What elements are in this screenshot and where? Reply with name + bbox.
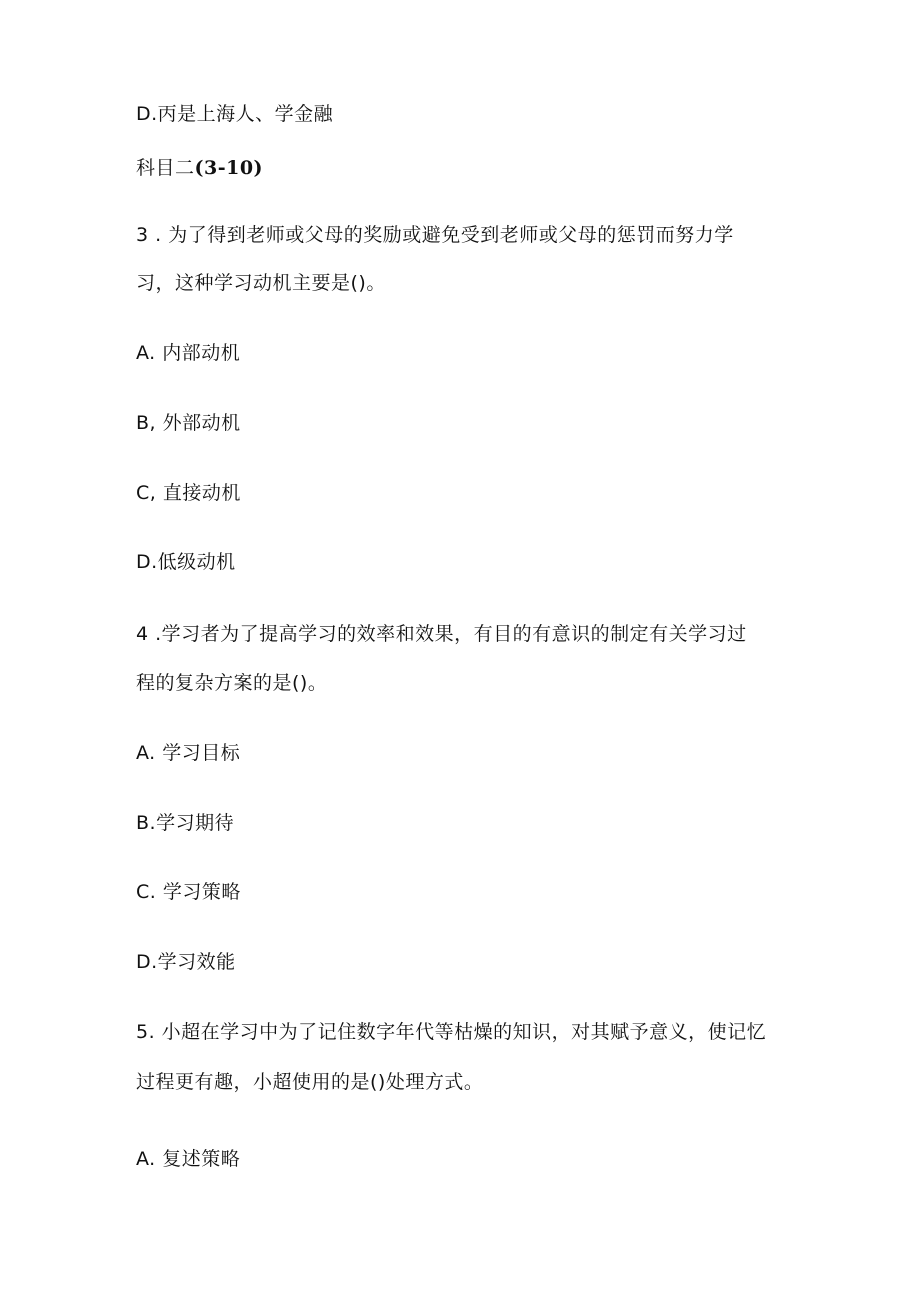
question-5-text-line1: 5. 小超在学习中为了记住数字年代等枯燥的知识，对其赋予意义，使记忆 [136, 1021, 767, 1043]
question-5-option-a: A. 复述策略 [136, 1148, 241, 1170]
question-4-option-c: C. 学习策略 [136, 881, 241, 903]
question-4-text-line1: 4 .学习者为了提高学习的效率和效果，有目的有意识的制定有关学习过 [136, 623, 747, 645]
question-3-text-line2: 习，这种学习动机主要是()。 [136, 272, 386, 294]
section-label: 科目二 [136, 157, 195, 179]
question-4-option-d: D.学习效能 [136, 951, 236, 973]
section-range: (3-10) [194, 157, 264, 179]
question-3-option-b: B, 外部动机 [136, 412, 241, 434]
question-3-text-line1: 3 . 为了得到老师或父母的奖励或避免受到老师或父母的惩罚而努力学 [136, 224, 734, 246]
question-4-option-a: A. 学习目标 [136, 742, 241, 764]
question-3-option-d: D.低级动机 [136, 551, 236, 573]
section-heading [136, 155, 263, 181]
question-4-option-b: B.学习期待 [136, 812, 235, 834]
question-3-option-a: A. 内部动机 [136, 342, 241, 364]
question-5-text-line2: 过程更有趣，小超使用的是()处理方式。 [136, 1071, 484, 1093]
question-3-option-c: C, 直接动机 [136, 482, 241, 504]
question-4-text-line2: 程的复杂方案的是()。 [136, 672, 328, 694]
previous-option-d: D.丙是上海人、学金融 [136, 103, 334, 125]
